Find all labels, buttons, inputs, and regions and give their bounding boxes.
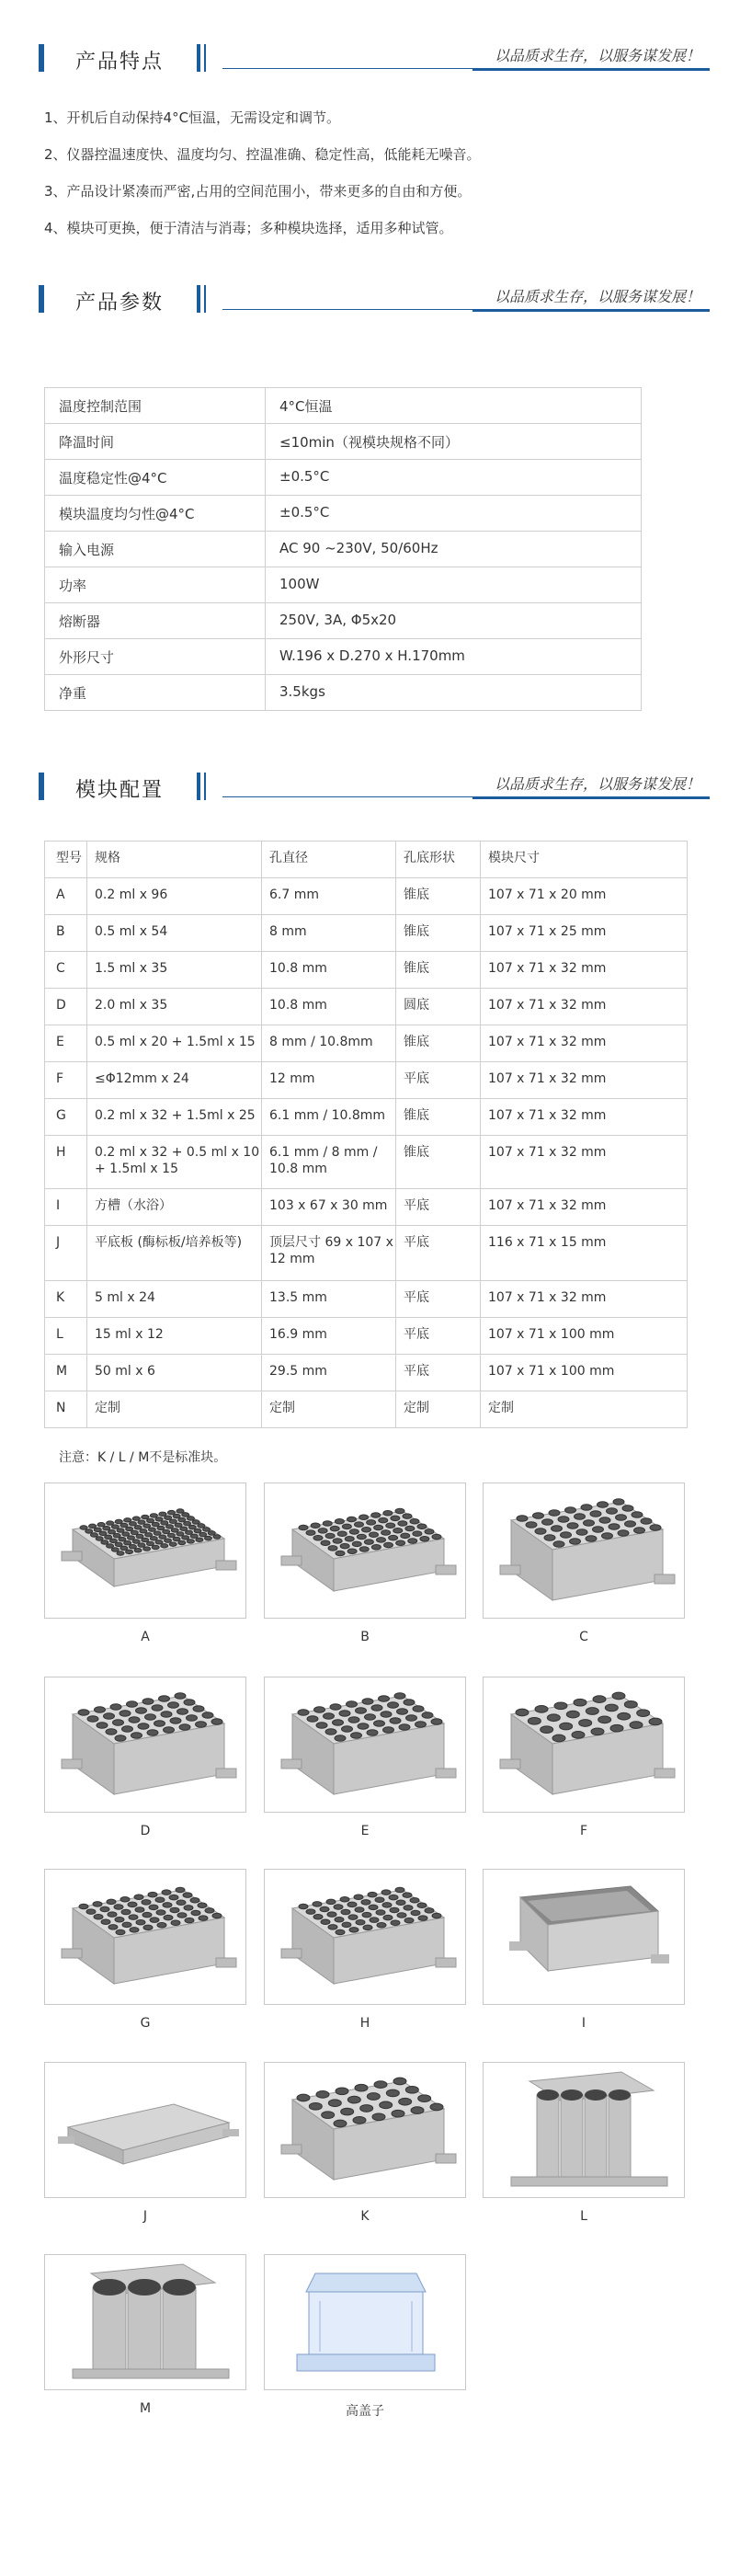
param-value: AC 90 ~230V, 50/60Hz	[266, 532, 642, 567]
module-table	[44, 841, 688, 1428]
section-header-modules	[39, 769, 710, 804]
hole-bottom: 锥底	[396, 952, 481, 989]
param-value: ≤10min（视模块规格不同）	[266, 424, 642, 460]
module-image-tile	[44, 1483, 246, 1619]
table-row	[45, 915, 688, 952]
header-divider-bar	[204, 285, 206, 313]
module-caption: C	[579, 1630, 588, 1644]
module-caption: E	[360, 1824, 370, 1838]
header-accent-bar	[39, 285, 44, 313]
header-divider-bar	[197, 773, 200, 800]
module-code: F	[45, 1062, 87, 1099]
table-row	[45, 496, 642, 532]
hole-diameter: 定制	[262, 1391, 396, 1428]
module-spec: 方槽（水浴）	[87, 1189, 262, 1226]
hole-bottom: 平底	[396, 1281, 481, 1318]
module-caption: A	[141, 1630, 150, 1644]
table-row	[45, 675, 642, 711]
module-code: K	[45, 1281, 87, 1318]
transparent-lid-icon	[265, 2255, 465, 2389]
table-row	[45, 1391, 688, 1428]
module-image-tile	[44, 2254, 246, 2390]
section-header-params	[39, 281, 710, 316]
param-key: 输入电源	[45, 532, 266, 567]
hole-diameter: 6.7 mm	[262, 878, 396, 915]
module-caption: L	[580, 2209, 587, 2224]
table-row	[45, 1136, 688, 1189]
module-spec: 0.5 ml x 54	[87, 915, 262, 952]
module-spec: 0.2 ml x 96	[87, 878, 262, 915]
module-size: 107 x 71 x 32 mm	[481, 1099, 688, 1136]
param-key: 温度控制范围	[45, 388, 266, 424]
section-title: 模块配置	[75, 779, 165, 802]
module-size: 107 x 71 x 32 mm	[481, 952, 688, 989]
module-caption: 高盖子	[346, 2404, 384, 2419]
module-spec: 定制	[87, 1391, 262, 1428]
module-image-tile	[483, 1483, 685, 1619]
stepped-mixed-block-icon	[265, 1870, 465, 2004]
header-divider-bar	[197, 44, 200, 72]
module-size: 107 x 71 x 25 mm	[481, 915, 688, 952]
module-caption: D	[140, 1824, 151, 1838]
module-code: G	[45, 1099, 87, 1136]
param-value: 100W	[266, 567, 642, 603]
module-image-tile	[483, 2062, 685, 2198]
module-image-tile	[483, 1677, 685, 1813]
feature-list	[44, 109, 706, 256]
table-row	[45, 952, 688, 989]
module-spec: 2.0 ml x 35	[87, 989, 262, 1025]
module-image-tile	[264, 1677, 466, 1813]
tall-24-tube-block-icon	[265, 2063, 465, 2197]
param-key: 降温时间	[45, 424, 266, 460]
table-row	[45, 1355, 688, 1391]
table-row	[45, 1025, 688, 1062]
params-table	[44, 387, 642, 711]
module-code: J	[45, 1226, 87, 1281]
hole-bottom: 锥底	[396, 915, 481, 952]
header-accent-bar	[39, 44, 44, 72]
section-slogan: 以品质求生存，以服务谋发展！	[494, 775, 700, 793]
module-size: 定制	[481, 1391, 688, 1428]
section-slogan: 以品质求生存，以服务谋发展！	[494, 288, 700, 305]
hole-bottom: 锥底	[396, 1099, 481, 1136]
param-value: ±0.5°C	[266, 496, 642, 532]
param-key: 功率	[45, 567, 266, 603]
feature-item: 3、产品设计紧凑而严密,占用的空间范围小，带来更多的自由和方便。	[44, 183, 472, 200]
header-underline-thick	[472, 310, 710, 312]
module-image-tile	[264, 1483, 466, 1619]
table-row	[45, 388, 642, 424]
param-key: 模块温度均匀性@4°C	[45, 496, 266, 532]
module-caption: M	[139, 2401, 152, 2416]
hole-diameter: 6.1 mm / 8 mm / 10.8 mm	[262, 1136, 396, 1189]
hole-diameter: 13.5 mm	[262, 1281, 396, 1318]
module-image-tile	[483, 1869, 685, 2005]
hole-bottom: 平底	[396, 1355, 481, 1391]
module-caption: G	[140, 2016, 151, 2031]
module-spec: 0.2 ml x 32 + 0.5 ml x 10 + 1.5ml x 15	[87, 1136, 262, 1189]
table-row	[45, 1281, 688, 1318]
table-row	[45, 532, 642, 567]
column-header: 孔底形状	[396, 841, 481, 878]
module-caption: B	[360, 1630, 370, 1644]
module-size: 107 x 71 x 32 mm	[481, 1136, 688, 1189]
tall-35-tube-block-icon	[484, 1483, 684, 1618]
module-image-tile	[44, 1869, 246, 2005]
hole-diameter: 8 mm	[262, 915, 396, 952]
feature-item: 1、开机后自动保持4°C恒温，无需设定和调节。	[44, 109, 341, 126]
hole-bottom: 定制	[396, 1391, 481, 1428]
module-size: 107 x 71 x 100 mm	[481, 1355, 688, 1391]
hole-bottom: 锥底	[396, 1136, 481, 1189]
table-header-row	[45, 841, 688, 878]
column-header: 规格	[87, 841, 262, 878]
module-size: 107 x 71 x 32 mm	[481, 1025, 688, 1062]
header-underline-thick	[472, 797, 710, 799]
module-size: 107 x 71 x 32 mm	[481, 1189, 688, 1226]
module-code: A	[45, 878, 87, 915]
table-row	[45, 1099, 688, 1136]
module-code: L	[45, 1318, 87, 1355]
hole-bottom: 锥底	[396, 1025, 481, 1062]
param-key: 净重	[45, 675, 266, 711]
hole-diameter: 10.8 mm	[262, 989, 396, 1025]
module-spec: 平底板 (酶标板/培养板等)	[87, 1226, 262, 1281]
module-image-tile	[44, 1677, 246, 1813]
hole-diameter: 8 mm / 10.8mm	[262, 1025, 396, 1062]
section-title: 产品参数	[75, 292, 165, 315]
column-header: 孔直径	[262, 841, 396, 878]
50ml-tube-block-icon	[45, 2255, 245, 2389]
flat-96-well-block-icon	[45, 1483, 245, 1618]
table-row	[45, 1062, 688, 1099]
hole-bottom: 平底	[396, 1318, 481, 1355]
module-code: N	[45, 1391, 87, 1428]
module-caption: H	[359, 2016, 370, 2031]
module-caption: F	[579, 1824, 588, 1838]
header-accent-bar	[39, 773, 44, 800]
flat-54-well-block-icon	[265, 1483, 465, 1618]
module-size: 107 x 71 x 32 mm	[481, 989, 688, 1025]
param-key: 外形尺寸	[45, 639, 266, 675]
header-divider-bar	[204, 44, 206, 72]
section-header-features	[39, 40, 710, 75]
hole-bottom: 平底	[396, 1062, 481, 1099]
hole-diameter: 29.5 mm	[262, 1355, 396, 1391]
header-underline-thick	[472, 69, 710, 71]
table-row	[45, 639, 642, 675]
module-image-tile	[264, 2062, 466, 2198]
param-value: W.196 x D.270 x H.170mm	[266, 639, 642, 675]
param-value: 3.5kgs	[266, 675, 642, 711]
module-spec: 1.5 ml x 35	[87, 952, 262, 989]
module-size: 107 x 71 x 100 mm	[481, 1318, 688, 1355]
tall-35-tube-block-icon	[45, 1677, 245, 1812]
stepped-mixed-block-icon	[45, 1870, 245, 2004]
table-row	[45, 1318, 688, 1355]
hole-diameter: 6.1 mm / 10.8mm	[262, 1099, 396, 1136]
module-spec: 5 ml x 24	[87, 1281, 262, 1318]
module-spec: 50 ml x 6	[87, 1355, 262, 1391]
param-value: 4°C恒温	[266, 388, 642, 424]
table-row	[45, 603, 642, 639]
tall-24-tube-block-icon	[484, 1677, 684, 1812]
module-code: I	[45, 1189, 87, 1226]
module-caption: I	[581, 2016, 586, 2031]
module-caption: K	[360, 2209, 370, 2224]
section-title: 产品特点	[75, 51, 165, 74]
table-row	[45, 567, 642, 603]
table-row	[45, 460, 642, 496]
table-row	[45, 1226, 688, 1281]
param-value: 250V, 3A, Φ5x20	[266, 603, 642, 639]
15ml-tube-block-icon	[484, 2063, 684, 2197]
module-spec: 0.2 ml x 32 + 1.5ml x 25	[87, 1099, 262, 1136]
module-size: 107 x 71 x 32 mm	[481, 1062, 688, 1099]
table-row	[45, 424, 642, 460]
module-code: C	[45, 952, 87, 989]
feature-item: 4、模块可更换，便于清洁与消毒；多种模块选择，适用多种试管。	[44, 220, 453, 236]
module-note: 注意：K / L / M不是标准块。	[59, 1450, 227, 1465]
mixed-tube-block-icon	[265, 1677, 465, 1812]
hole-diameter: 顶层尺寸 69 x 107 x 12 mm	[262, 1226, 396, 1281]
table-row	[45, 878, 688, 915]
header-divider-bar	[197, 285, 200, 313]
hole-bottom: 平底	[396, 1189, 481, 1226]
hole-bottom: 平底	[396, 1226, 481, 1281]
module-code: M	[45, 1355, 87, 1391]
module-spec: 0.5 ml x 20 + 1.5ml x 15	[87, 1025, 262, 1062]
module-image-tile	[264, 1869, 466, 2005]
module-spec: 15 ml x 12	[87, 1318, 262, 1355]
flat-plate-icon	[45, 2063, 245, 2197]
module-image-tile	[44, 2062, 246, 2198]
section-slogan: 以品质求生存，以服务谋发展！	[494, 47, 700, 64]
hole-diameter: 10.8 mm	[262, 952, 396, 989]
header-divider-bar	[204, 773, 206, 800]
hole-bottom: 锥底	[396, 878, 481, 915]
module-code: B	[45, 915, 87, 952]
module-size: 107 x 71 x 32 mm	[481, 1281, 688, 1318]
module-code: H	[45, 1136, 87, 1189]
param-key: 熔断器	[45, 603, 266, 639]
module-size: 116 x 71 x 15 mm	[481, 1226, 688, 1281]
module-spec: ≤Φ12mm x 24	[87, 1062, 262, 1099]
module-code: E	[45, 1025, 87, 1062]
column-header: 模块尺寸	[481, 841, 688, 878]
table-row	[45, 989, 688, 1025]
hole-bottom: 圆底	[396, 989, 481, 1025]
water-bath-tray-icon	[484, 1870, 684, 2004]
module-size: 107 x 71 x 20 mm	[481, 878, 688, 915]
param-value: ±0.5°C	[266, 460, 642, 496]
module-image-tile	[264, 2254, 466, 2390]
hole-diameter: 103 x 67 x 30 mm	[262, 1189, 396, 1226]
hole-diameter: 16.9 mm	[262, 1318, 396, 1355]
feature-item: 2、仪器控温速度快、温度均匀、控温准确、稳定性高，低能耗无噪音。	[44, 146, 481, 163]
module-caption: J	[142, 2209, 148, 2224]
table-row	[45, 1189, 688, 1226]
column-header: 型号	[45, 841, 87, 878]
hole-diameter: 12 mm	[262, 1062, 396, 1099]
param-key: 温度稳定性@4°C	[45, 460, 266, 496]
module-code: D	[45, 989, 87, 1025]
